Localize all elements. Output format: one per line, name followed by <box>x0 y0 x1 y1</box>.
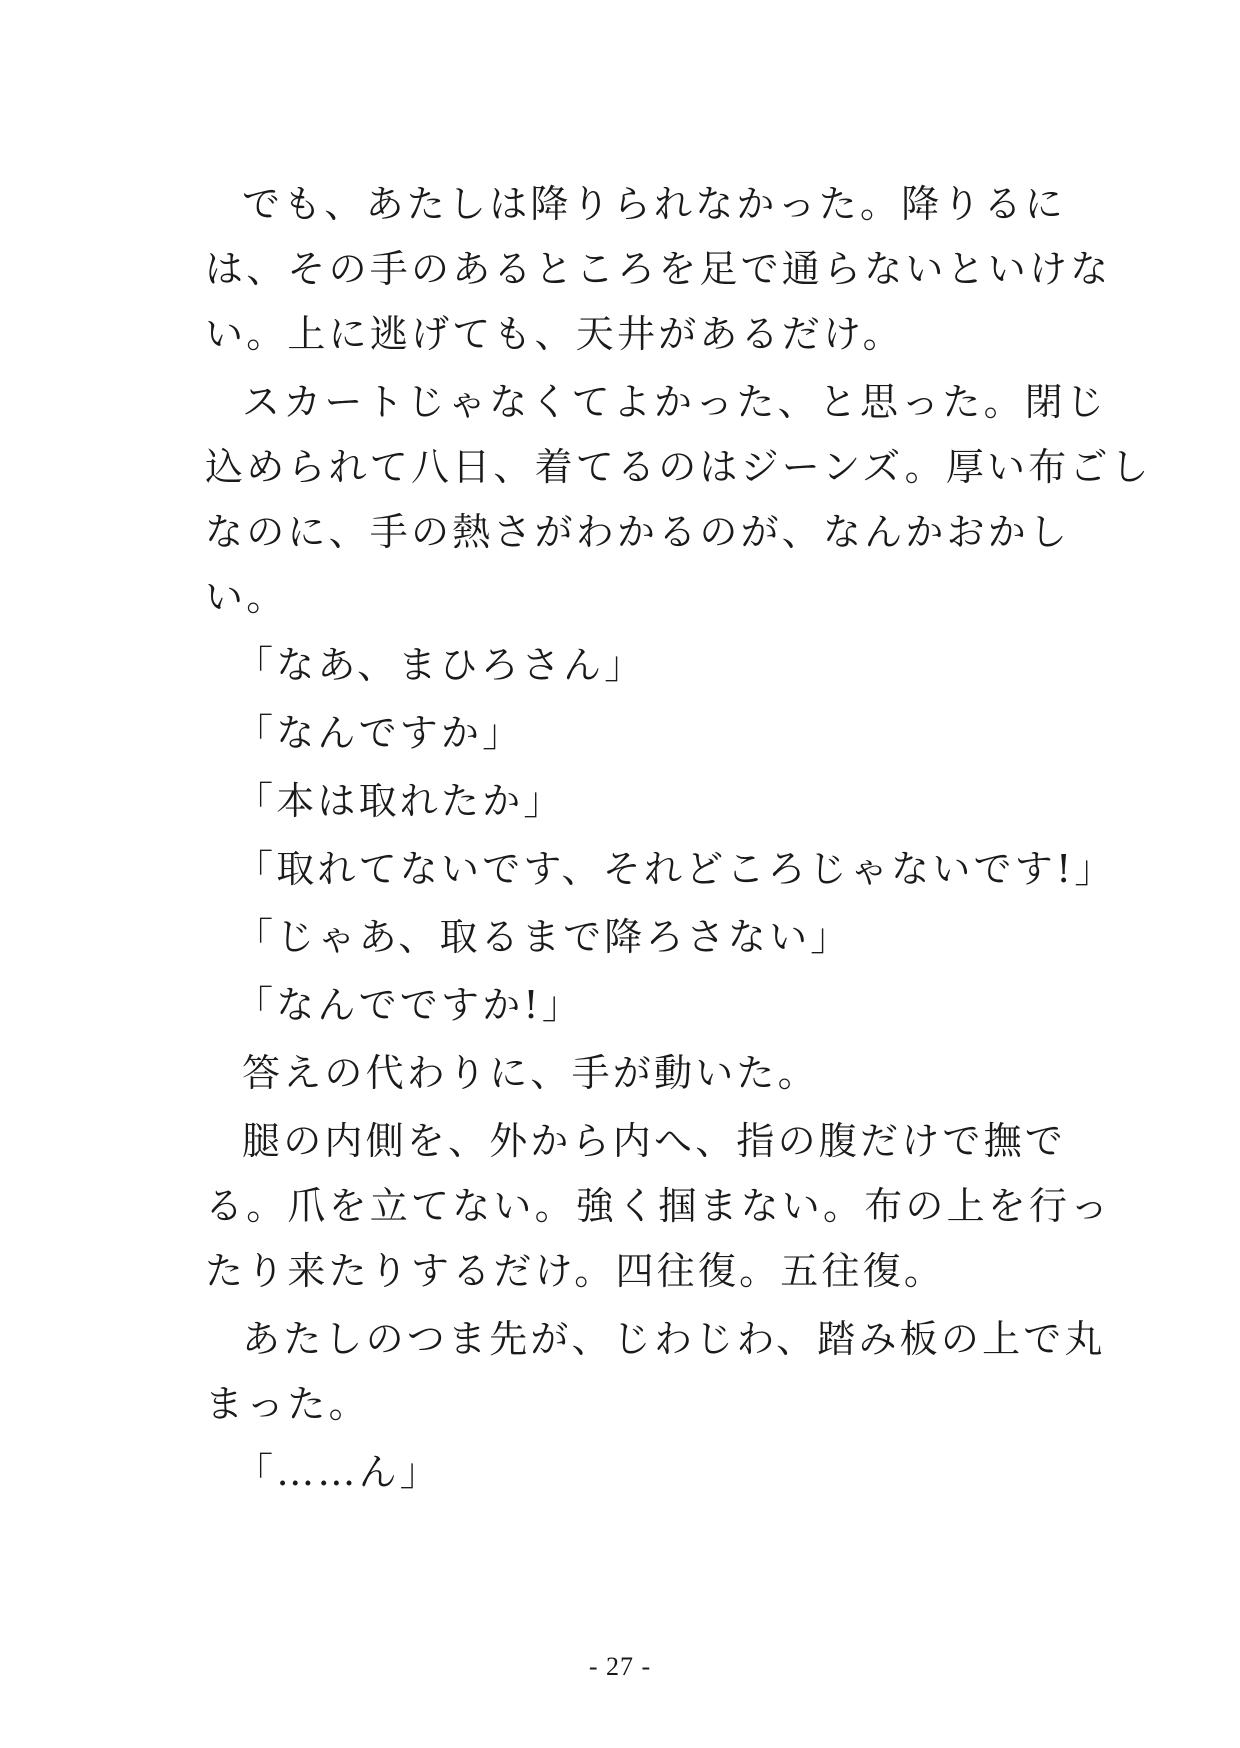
dialog-line <box>205 769 1055 834</box>
text-line: 「……ん」 <box>235 1450 442 1494</box>
paragraph <box>205 1041 1055 1106</box>
page-number: - 27 - <box>588 1652 652 1681</box>
text-line: まった。 <box>205 1382 370 1426</box>
text-line: 「なあ、まひろさん」 <box>235 643 646 687</box>
text-line: 「取れてないです、それどころじゃないです!」 <box>235 847 1116 891</box>
text-line: なのに、手の熱さがわかるのが、なんかおかし <box>205 510 1071 554</box>
text-line: 「なんですか」 <box>235 711 524 755</box>
dialog-line <box>205 633 1055 698</box>
text-line: スカートじゃなくてよかった、と思った。閉じ <box>242 380 1108 424</box>
dialog-line <box>205 701 1055 766</box>
text-line: たり来たりするだけ。四往復。五往復。 <box>205 1249 946 1293</box>
text-line: い。 <box>205 575 288 619</box>
dialog-line <box>205 837 1116 902</box>
text-line: い。上に逃げても、天井があるだけ。 <box>205 312 904 356</box>
text-line: でも、あたしは降りられなかった。降りるに <box>242 182 1067 226</box>
paragraph <box>205 172 1112 367</box>
text-line: あたしのつま先が、じわじわ、踏み板の上で丸 <box>242 1317 1106 1361</box>
text-line: 「本は取れたか」 <box>235 779 565 823</box>
text-line: 込められて八日、着てるのはジーンズ。厚い布ごし <box>205 445 1152 489</box>
body-text <box>205 172 1152 1508</box>
dialog-line <box>205 1440 1055 1505</box>
text-line: 答えの代わりに、手が動いた。 <box>242 1051 819 1095</box>
text-line: 「なんでですか!」 <box>235 983 584 1027</box>
dialog-line <box>205 973 1055 1038</box>
text-line: る。爪を立てない。強く掴まない。布の上を行っ <box>205 1184 1112 1228</box>
text-line: は、その手のあるところを足で通らないといけな <box>205 247 1112 291</box>
dialog-line <box>205 905 1055 970</box>
paragraph <box>205 1109 1112 1304</box>
text-line: 「じゃあ、取るまで降ろさない」 <box>235 915 852 959</box>
paragraph <box>205 370 1152 630</box>
text-line: 腿の内側を、外から内へ、指の腹だけで撫で <box>242 1119 1067 1163</box>
paragraph <box>205 1307 1106 1437</box>
